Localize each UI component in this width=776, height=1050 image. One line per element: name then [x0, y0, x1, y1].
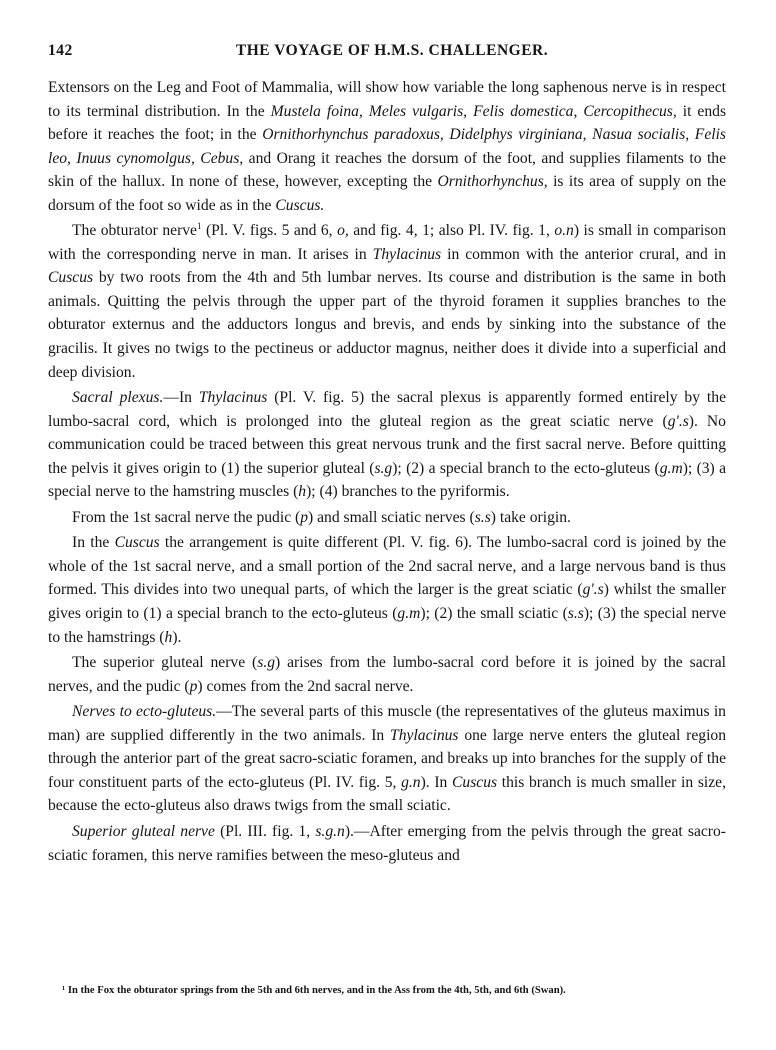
text-run: The superior gluteal nerve (: [72, 654, 258, 672]
text-run: by two roots from the 4th and 5th lumbar nerves. Its course and distribution is the same in both animals. Quitting the pelvis through the upper part of the thyroid foramen it supplies branches to the obturator externus and the adductors longus and brevis, and ends by sinking into the substance of the gracilis. It gives no twigs to the pectineus or adductor magnus, neither does it divide into a superficial and deep division.: [48, 269, 726, 381]
text-run: and Orang it reaches the dorsum of the foot, and supplies filaments to the skin of the hallux. In none of these, however, excepting the: [48, 149, 726, 191]
italic-run: s.g: [374, 459, 393, 477]
italic-run: s.s: [567, 605, 584, 623]
text-run: ) is small in comparison with the corresponding nerve in man. It arises in: [48, 222, 726, 263]
italic-run: g'.s: [582, 581, 604, 599]
paragraph: [48, 820, 726, 867]
text-run: ); (2) the small sciatic (: [420, 605, 568, 623]
italic-run: o,: [337, 222, 349, 240]
italic-run: o.n: [554, 222, 574, 240]
paragraph: [48, 651, 726, 698]
text-run: is its area of supply on the dorsum of the foot so wide as in the: [48, 173, 726, 214]
text-run: it ends before it reaches the foot; in the: [48, 102, 727, 144]
text-run: ) arises from the lumbo-sacral cord before it is joined by the sacral nerves, and the pudic (: [48, 654, 726, 695]
italic-run: p: [300, 508, 309, 526]
paragraph: [48, 76, 726, 217]
italic-run: g.m: [397, 605, 421, 623]
italic-run: Cuscus: [48, 269, 94, 287]
text-run: ); (3) the special nerve to the hamstrings (: [48, 605, 727, 646]
footnote: ¹ In the Fox the obturator springs from the 5th and 6th nerves, and in the Ass from the 4th, 5th, and 6th (Swan).: [62, 985, 566, 996]
paragraph: [48, 700, 726, 818]
text-run: ) and small sciatic nerves (: [308, 508, 475, 526]
text-run: one large nerve enters the gluteal region through the anterior part of the great sacro-sciatic foramen, and breaks up into branches for the supply of the four constituent parts of the ecto-gluteus (Pl. IV. fig. 5,: [48, 726, 726, 791]
italic-run: h: [164, 628, 173, 646]
italic-run: Mustela foina, Meles vulgaris, Felis domestica, Cercopithecus,: [270, 102, 677, 120]
text-run: and fig. 4, 1; also Pl. IV. fig. 1,: [348, 222, 555, 240]
italic-run: s.s: [474, 508, 491, 526]
text-run: ); (3) a special nerve to the hamstring muscles (: [48, 459, 726, 501]
text-run: ); (4) branches to the pyriformis.: [306, 483, 510, 501]
text-run: In the: [72, 534, 115, 552]
italic-run: Thylacinus: [390, 726, 459, 744]
paragraph: [48, 531, 726, 649]
italic-run: Sacral plexus.: [72, 389, 164, 407]
italic-run: Thylacinus: [372, 245, 442, 263]
text-run: the arrangement is quite different (Pl. V. fig. 6). The lumbo-sacral cord is joined by the whole of the 1st sacral nerve, and a small portion of the 2nd sacral nerve, and a large nervous band is thus formed. This divides into two unequal parts, of which the larger is the great sciatic (: [48, 534, 726, 599]
paragraph: [48, 219, 726, 384]
text-run: in common with the anterior crural, and in: [441, 245, 726, 263]
text-run: ) take origin.: [490, 508, 571, 526]
italic-run: g.n: [401, 773, 421, 791]
text-run: ). No communication could be traced between this great nervous trunk and the first sacral nerve. Before quitting the pelvis it gives origin to (1) the superior gluteal (: [48, 412, 726, 477]
italic-run: p: [189, 677, 198, 695]
text-run: The obturator nerve: [72, 222, 197, 240]
text-run: (Pl. V. fig. 5) the sacral plexus is apparently formed entirely by the lumbo-sacral cord, which is prolonged into the gluteal region as the great sciatic nerve (: [48, 389, 726, 430]
italic-run: s.g: [257, 654, 276, 672]
text-run: this branch is much smaller in size, because the ecto-gluteus also draws twigs from the small sciatic.: [48, 773, 726, 815]
footnote-ref: 1: [196, 221, 202, 232]
italic-run: Thylacinus: [198, 389, 268, 407]
text-run: ) comes from the 2nd sacral nerve.: [197, 677, 414, 695]
italic-run: Ornithorhynchus paradoxus, Didelphys virginiana, Nasua socialis, Felis leo, Inuus cynomolgus, Cebus,: [48, 126, 726, 167]
paragraph: [48, 386, 726, 504]
page-number: 142: [48, 42, 73, 59]
text-run: ) whilst the smaller gives origin to (1) a special branch to the ecto-gluteus (: [48, 581, 726, 623]
page: [48, 42, 726, 867]
text-run: (Pl. III. fig. 1,: [214, 822, 316, 840]
text-run: —The several parts of this muscle (the representatives of the gluteus maximus in man) are supplied differently in the two animals. In: [48, 703, 726, 744]
italic-run: g.m: [659, 459, 683, 477]
italic-run: h: [298, 483, 307, 501]
text-run: ); (2) a special branch to the ecto-gluteus (: [392, 459, 660, 477]
italic-run: Cuscus: [452, 773, 498, 791]
italic-run: Cuscus: [114, 534, 160, 552]
italic-run: Nerves to ecto-gluteus.: [72, 703, 217, 721]
text-run: ). In: [420, 773, 453, 791]
text-run: ).—After emerging from the pelvis through the great sacro-sciatic foramen, this nerve ramifies between the meso-gluteus and: [48, 822, 726, 864]
italic-run: Ornithorhynchus,: [437, 173, 548, 191]
italic-run: g'.s: [667, 412, 689, 430]
italic-run: Cuscus.: [275, 196, 325, 214]
text-run: ).: [172, 628, 182, 646]
paragraph: [48, 506, 726, 530]
text-run: Extensors on the Leg and Foot of Mammalia, will show how variable the long saphenous nerve is in respect to its terminal distribution. In the: [48, 79, 726, 120]
body-text: [48, 76, 726, 867]
header-title: THE VOYAGE OF H.M.S. CHALLENGER.: [235, 42, 549, 59]
text-run: (Pl. V. figs. 5 and 6,: [201, 222, 338, 240]
italic-run: s.g.n: [315, 822, 345, 840]
text-run: From the 1st sacral nerve the pudic (: [72, 508, 301, 526]
running-header: [48, 42, 726, 70]
italic-run: Superior gluteal nerve: [72, 822, 215, 840]
text-run: —In: [163, 389, 199, 407]
